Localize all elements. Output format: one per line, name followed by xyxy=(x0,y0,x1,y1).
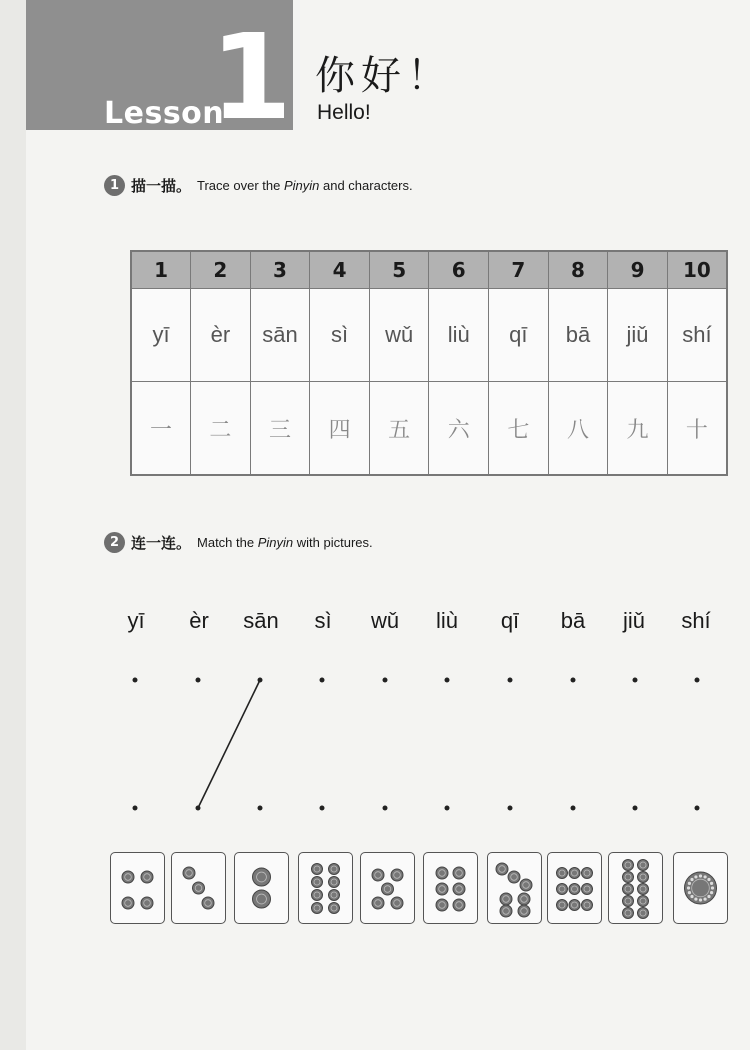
six-dots-tile-icon[interactable] xyxy=(423,852,478,924)
pinyin-connect-dot[interactable] xyxy=(320,678,325,683)
eight-dots-tile-icon[interactable] xyxy=(298,852,353,924)
tile-pips xyxy=(172,853,225,923)
number-cell: 6 xyxy=(429,251,489,289)
match-pinyin-label: sì xyxy=(314,608,332,633)
match-pinyin-label: sān xyxy=(243,608,279,633)
tile-pips xyxy=(674,853,727,923)
match-pinyin-label: jiǔ xyxy=(622,608,646,633)
picture-connect-dot[interactable] xyxy=(508,806,513,811)
number-cell: 10 xyxy=(667,251,727,289)
pinyin-trace-cell[interactable]: wǔ xyxy=(369,289,429,382)
two-stacked-circles-tile-icon[interactable] xyxy=(234,852,289,924)
tile-pips xyxy=(235,853,288,923)
pinyin-connect-dot[interactable] xyxy=(133,678,138,683)
nine-dots-tile-icon[interactable] xyxy=(547,852,602,924)
tile-pips xyxy=(111,853,164,923)
tile-pips xyxy=(424,853,477,923)
lesson-title-english: Hello! xyxy=(317,101,371,124)
lesson-number: 1 xyxy=(210,8,293,146)
pinyin-trace-cell[interactable]: liù xyxy=(429,289,489,382)
exercise-1-title: 描一描。 xyxy=(131,177,192,195)
character-trace-cell[interactable]: 二 xyxy=(191,382,251,476)
match-pinyin-label: èr xyxy=(189,608,209,633)
pinyin-trace-cell[interactable]: èr xyxy=(191,289,251,382)
pinyin-connect-dot[interactable] xyxy=(571,678,576,683)
four-dots-tile-icon[interactable] xyxy=(110,852,165,924)
pinyin-trace-cell[interactable]: bā xyxy=(548,289,608,382)
picture-connect-dot[interactable] xyxy=(196,806,201,811)
character-trace-cell[interactable]: 四 xyxy=(310,382,370,476)
pinyin-trace-cell[interactable]: jiǔ xyxy=(608,289,668,382)
three-diagonal-dots-tile-icon[interactable] xyxy=(171,852,226,924)
character-trace-cell[interactable]: 七 xyxy=(489,382,549,476)
match-pinyin-label: yī xyxy=(127,608,145,633)
number-cell: 1 xyxy=(131,251,191,289)
pinyin-connect-dot[interactable] xyxy=(445,678,450,683)
pinyin-connect-dot[interactable] xyxy=(196,678,201,683)
character-trace-cell[interactable]: 九 xyxy=(608,382,668,476)
pinyin-connect-dot[interactable] xyxy=(383,678,388,683)
single-medallion-tile-icon[interactable] xyxy=(673,852,728,924)
picture-connect-dot[interactable] xyxy=(383,806,388,811)
pinyin-trace-cell[interactable]: sì xyxy=(310,289,370,382)
pinyin-connect-dot[interactable] xyxy=(508,678,513,683)
picture-connect-dot[interactable] xyxy=(320,806,325,811)
sample-match-line xyxy=(198,680,260,808)
ten-dots-tile-icon[interactable] xyxy=(608,852,663,924)
picture-connect-dot[interactable] xyxy=(571,806,576,811)
lesson-label: Lesson xyxy=(104,96,225,131)
number-cell: 7 xyxy=(489,251,549,289)
pinyin-trace-cell[interactable]: shí xyxy=(667,289,727,382)
pinyin-trace-cell[interactable]: sān xyxy=(250,289,310,382)
match-pinyin-label: liù xyxy=(435,608,459,633)
tile-pips xyxy=(361,853,414,923)
match-pinyin-label: wǔ xyxy=(370,608,400,633)
exercise-1-number-badge: 1 xyxy=(104,175,125,196)
character-trace-cell[interactable]: 六 xyxy=(429,382,489,476)
number-cell: 9 xyxy=(608,251,668,289)
number-cell: 3 xyxy=(250,251,310,289)
number-cell: 4 xyxy=(310,251,370,289)
exercise-2-instruction: Match the Pinyin with pictures. xyxy=(197,535,373,550)
picture-connect-dot[interactable] xyxy=(133,806,138,811)
tile-pips xyxy=(299,853,352,923)
pinyin-connect-dot[interactable] xyxy=(633,678,638,683)
exercise-1-instruction: Trace over the Pinyin and characters. xyxy=(197,178,413,193)
tile-pips xyxy=(609,853,662,923)
character-trace-cell[interactable]: 十 xyxy=(667,382,727,476)
five-dots-tile-icon[interactable] xyxy=(360,852,415,924)
match-pinyin-label: qī xyxy=(500,608,520,633)
number-cell: 2 xyxy=(191,251,251,289)
character-trace-cell[interactable]: 三 xyxy=(250,382,310,476)
tile-pips xyxy=(548,853,601,923)
picture-connect-dot[interactable] xyxy=(445,806,450,811)
tile-pips xyxy=(488,853,541,923)
lesson-title-chinese: 你好！ xyxy=(315,53,453,99)
match-pinyin-label: bā xyxy=(560,608,586,633)
pinyin-trace-cell[interactable]: qī xyxy=(489,289,549,382)
picture-connect-dot[interactable] xyxy=(633,806,638,811)
match-pinyin-label: shí xyxy=(681,608,711,633)
picture-connect-dot[interactable] xyxy=(695,806,700,811)
number-cell: 8 xyxy=(548,251,608,289)
pinyin-connect-dot[interactable] xyxy=(695,678,700,683)
number-cell: 5 xyxy=(369,251,429,289)
picture-connect-dot[interactable] xyxy=(258,806,263,811)
seven-dots-tile-icon[interactable] xyxy=(487,852,542,924)
character-trace-cell[interactable]: 五 xyxy=(369,382,429,476)
character-trace-cell[interactable]: 八 xyxy=(548,382,608,476)
character-trace-cell[interactable]: 一 xyxy=(131,382,191,476)
exercise-2-number-badge: 2 xyxy=(104,532,125,553)
exercise-2-title: 连一连。 xyxy=(131,534,192,552)
pinyin-connect-dot[interactable] xyxy=(258,678,263,683)
pinyin-trace-cell[interactable]: yī xyxy=(131,289,191,382)
